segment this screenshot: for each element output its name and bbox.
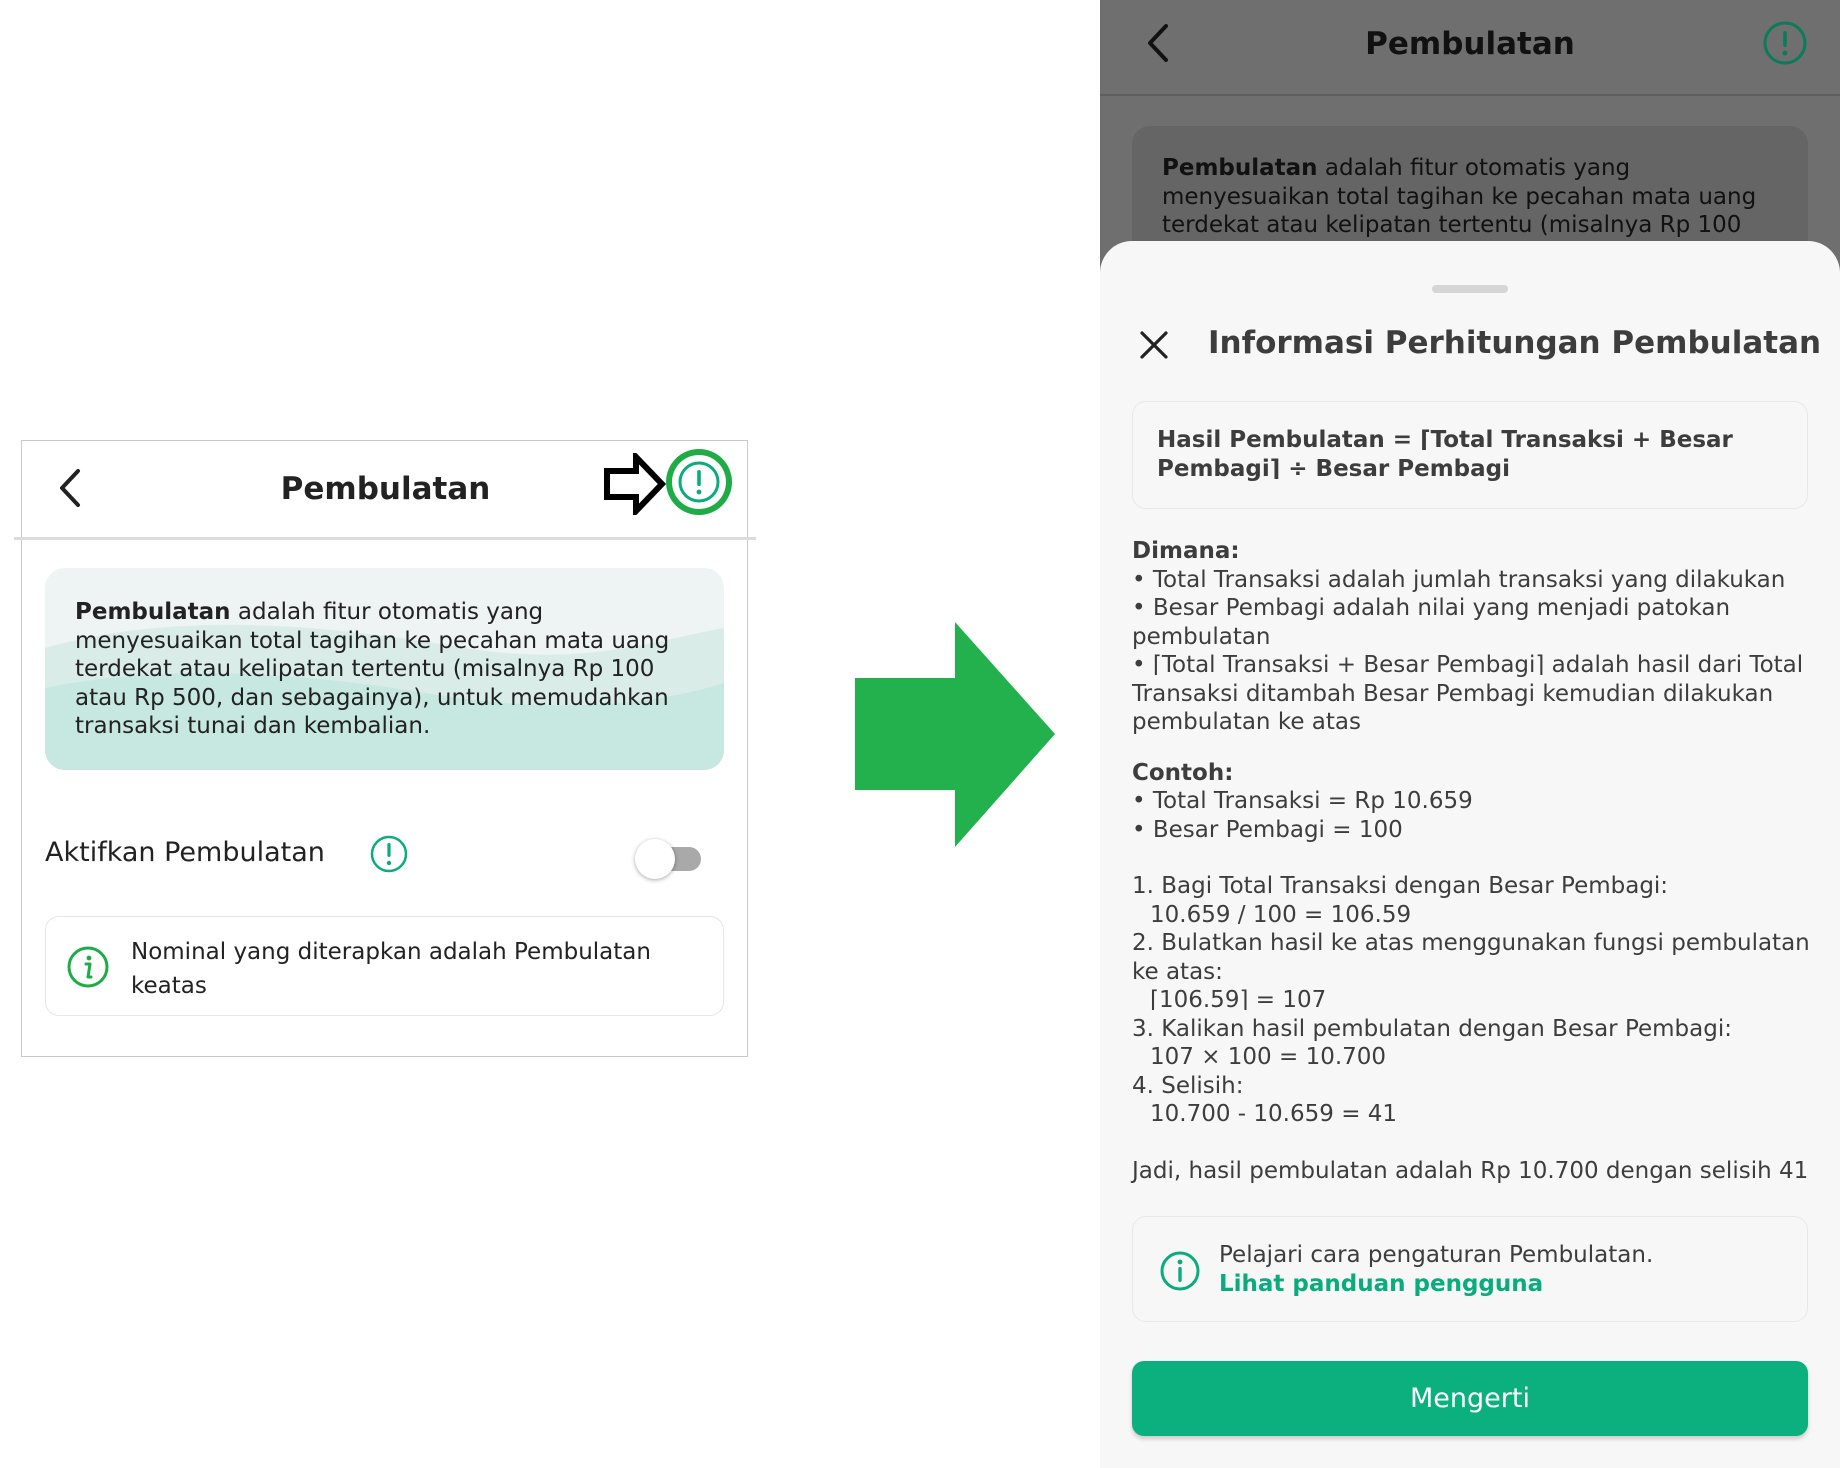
right-header [1100, 0, 1840, 96]
tip-text: Pelajari cara pengaturan Pembulatan. Lihat panduan pengguna [1219, 1241, 1789, 1298]
info-exclamation-icon[interactable] [1762, 20, 1808, 66]
page-title: Pembulatan [1365, 26, 1575, 62]
header-divider [14, 537, 756, 540]
step-label: 3. Kalikan hasil pembulatan dengan Besar Pembagi: [1132, 1015, 1732, 1042]
step-calc: ⌈106.59⌉ = 107 [1150, 987, 1327, 1013]
formula-text: Hasil Pembulatan = ⌈Total Transaksi + Besar Pembagi⌉ ÷ Besar Pembagi [1157, 427, 1733, 482]
page-title: Pembulatan [280, 471, 491, 507]
dimana-heading: Dimana: [1132, 538, 1240, 564]
dimana-item: • ⌈Total Transaksi + Besar Pembagi⌉ adalah hasil dari Total Transaksi ditambah Besar Pembagi kemudian dilakukan pembulatan ke atas [1132, 652, 1804, 735]
user-guide-link[interactable]: Lihat panduan pengguna [1219, 1270, 1544, 1297]
formula-box [1132, 401, 1808, 509]
explanation [1132, 537, 1812, 1185]
description-card [45, 568, 724, 770]
bottom-sheet [1100, 241, 1840, 1468]
dimana-item: • Total Transaksi adalah jumlah transaksi yang dilakukan [1132, 566, 1786, 593]
right-screen [1100, 0, 1840, 1468]
step-calc: 107 × 100 = 10.700 [1150, 1044, 1387, 1070]
toggle-knob [635, 839, 675, 879]
pointer-arrow-icon [604, 453, 666, 515]
sheet-drag-handle[interactable] [1432, 285, 1508, 293]
header-divider [1100, 94, 1840, 96]
description-text: Pembulatan adalah fitur otomatis yang menyesuaikan total tagihan ke pecahan mata uang terdekat atau kelipatan tertentu (misalnya Rp 100 atau Rp 500, dan sebagainya), untuk memudahkan transaksi tunai dan kembalian. [75, 599, 670, 739]
info-exclamation-icon[interactable] [369, 834, 409, 874]
step-calc: 10.659 / 100 = 106.59 [1150, 901, 1412, 928]
step-label: 2. Bulatkan hasil ke atas menggunakan fungsi pembulatan ke atas: [1132, 930, 1810, 985]
toggle-row [45, 829, 724, 885]
info-button[interactable] [666, 449, 732, 515]
info-i-icon [1159, 1250, 1201, 1292]
description-text: Pembulatan adalah fitur otomatis yang menyesuaikan total tagihan ke pecahan mata uang terdekat atau kelipatan tertentu (misalnya Rp 100 [1162, 155, 1757, 238]
contoh-item: • Total Transaksi = Rp 10.659 [1132, 788, 1473, 814]
left-screen [21, 440, 748, 1057]
info-note [45, 916, 724, 1016]
left-header [22, 441, 747, 539]
understood-button[interactable]: Mengerti [1132, 1361, 1808, 1436]
step-label: 4. Selisih: [1132, 1072, 1244, 1099]
sheet-title: Informasi Perhitungan Pembulatan [1208, 325, 1822, 361]
conclusion-text: Jadi, hasil pembulatan adalah Rp 10.700 dengan selisih 41 [1132, 1157, 1809, 1184]
step-label: 1. Bagi Total Transaksi dengan Besar Pembagi: [1132, 873, 1669, 899]
info-i-icon [66, 945, 110, 989]
toggle-label: Aktifkan Pembulatan [45, 837, 325, 868]
contoh-item: • Besar Pembagi = 100 [1132, 816, 1403, 843]
rounding-toggle[interactable] [635, 837, 705, 877]
note-text: Nominal yang diterapkan adalah Pembulatan keatas [131, 939, 651, 999]
big-right-arrow-icon [855, 622, 1055, 847]
guide-tip-box [1132, 1216, 1808, 1322]
step-calc: 10.700 - 10.659 = 41 [1150, 1101, 1398, 1127]
dimana-item: • Besar Pembagi adalah nilai yang menjadi patokan pembulatan [1132, 595, 1731, 650]
info-exclamation-icon [677, 460, 721, 504]
contoh-heading: Contoh: [1132, 759, 1234, 786]
close-icon[interactable] [1138, 329, 1170, 361]
